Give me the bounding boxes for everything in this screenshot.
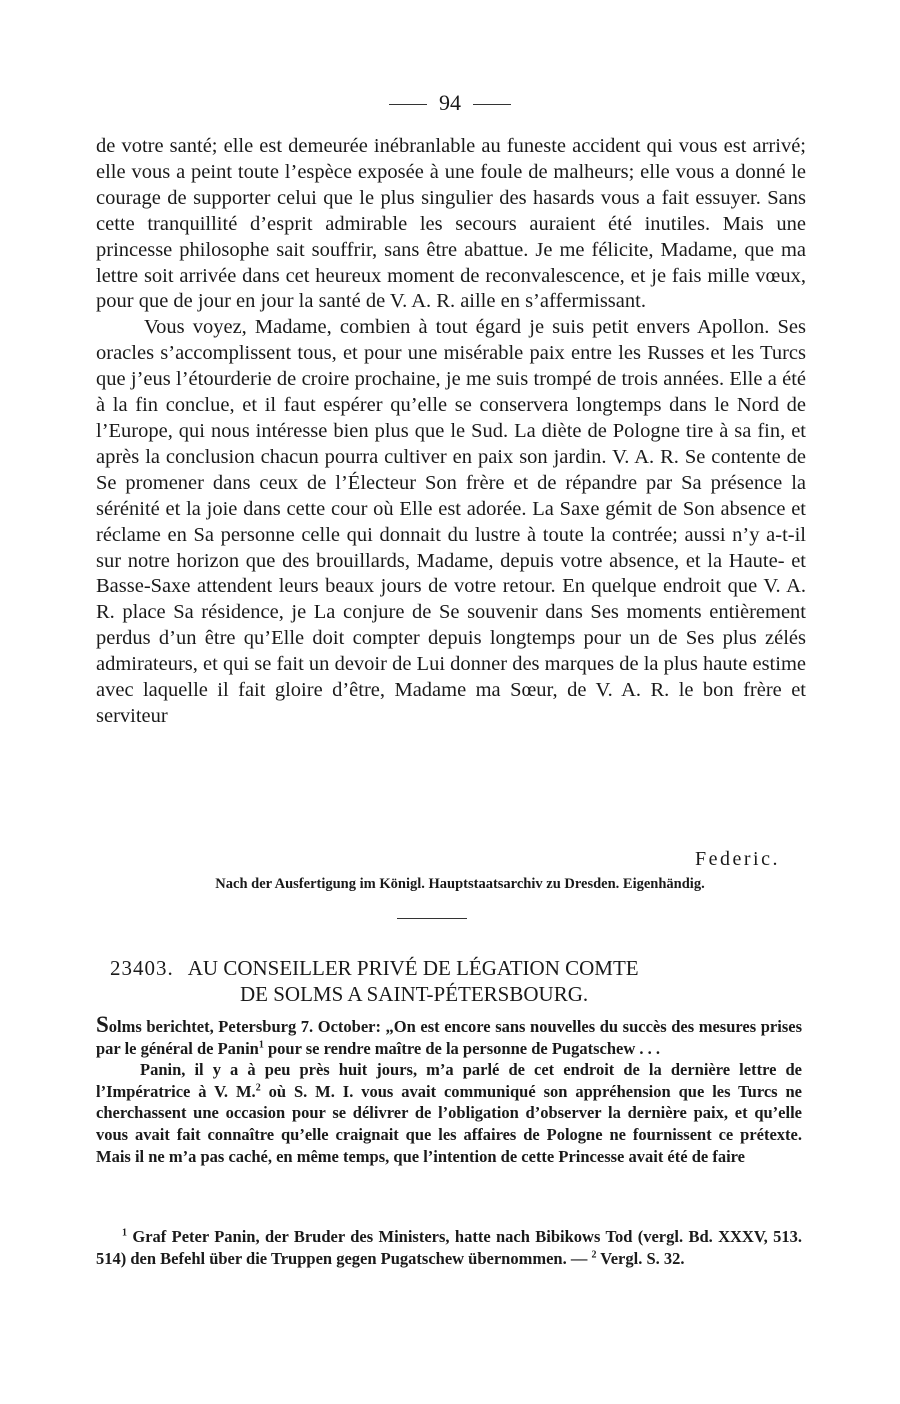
summary-text: Panin, il y a à peu près huit jours, m’a parlé de cet endroit de la dernière lettre de l’Impératrice à V. M. <box>96 1060 802 1101</box>
summary-text: où S. M. I. vous avait communiqué son appréhension que les Turcs ne cherchassent une occasion pour se délivrer de l’obligation d’observer la dernière paix, et qu’elle vous avait fait connaître qu’elle craignait que les affaires de Pologne ne fournissent ce prétexte. Mais il ne m’a pas caché, en même temps, que l’intention de cette Princesse avait été de faire <box>96 1081 802 1166</box>
footnote-ref[interactable]: 2 <box>255 1082 261 1094</box>
summary-paragraph <box>96 1014 802 1059</box>
summary-text: pour se rendre maître de la personne de Pugatschew . . . <box>263 1038 660 1058</box>
footnotes <box>96 1226 802 1270</box>
initial-letter: S <box>96 1012 109 1037</box>
signature: Federic. <box>695 848 780 870</box>
footnote-body: Vergl. S. 32. <box>596 1249 685 1268</box>
summary-paragraph <box>96 1059 802 1167</box>
section-divider <box>397 918 467 919</box>
right-dash <box>473 104 511 105</box>
section-title-line2: DE SOLMS A SAINT-PÉTERSBOURG. <box>240 982 589 1006</box>
footnote-text <box>96 1226 802 1270</box>
footnote-ref[interactable]: 1 <box>258 1039 264 1051</box>
summary-text: olms berichtet, Petersburg 7. October: „On est encore sans nouvelles du succès des mesures prises par le général de Panin <box>96 1017 802 1058</box>
source-note: Nach der Ausfertigung im Königl. Hauptstaatsarchiv zu Dresden. Eigenhändig. <box>215 876 705 892</box>
footnote-mark: 1 <box>122 1227 127 1239</box>
report-summary <box>96 1014 802 1167</box>
section-heading <box>110 955 800 1007</box>
page-number-header <box>0 88 900 118</box>
section-title-line1: AU CONSEILLER PRIVÉ DE LÉGATION COMTE <box>187 956 639 980</box>
letter-paragraph: Vous voyez, Madame, combien à tout égard je suis petit envers Apollon. Ses oracles s’accomplissent tous, et pour une misérable paix entre les Russes et les Turcs que j’eus l’étourderie de croire prochaine, je me suis trompé de trois années. Elle a été à la fin conclue, et il faut espérer qu’elle se conservera longtemps dans le Nord de l’Europe, qui nous intéresse bien plus que le Sud. La diète de Pologne tire à sa fin, et après la conclusion chacun pourra cultiver en paix son jardin. V. A. R. Se contente de Se promener dans ceux de l’Électeur Son frère et de répandre par Sa présence la sérénité et la joie dans cette cour où Elle est adorée. La Saxe gémit de Son absence et réclame en Sa personne celle qui donnait du lustre à toute la contrée; aussi n’y a-t-il sur notre horizon que des brouillards, Madame, depuis votre absence, et la Haute- et Basse-Saxe attendent leurs beaux jours de votre retour. En quelque endroit que V. A. R. place Sa résidence, je La conjure de Se souvenir dans Ses moments entièrement perdus d’un être qu’Elle doit compter depuis longtemps pour un de Ses plus zélés admirateurs, et qui se fait un devoir de Lui donner des marques de la plus haute estime avec laquelle il fait gloire d’être, Madame ma Sœur, de V. A. R. le bon frère et serviteur <box>96 316 806 727</box>
section-number: 23403. <box>110 956 174 980</box>
page-number: 94 <box>439 90 461 115</box>
footnote-mark: 2 <box>591 1249 597 1261</box>
left-dash <box>389 104 427 105</box>
letter-paragraph: de votre santé; elle est demeurée inébranlable au funeste accident qui vous est arrivé; elle vous a peint toute l’espèce exposée à une foule de malheurs; elle vous a donné le courage de supporter celui que le plus singulier des hasards vous a fait essuyer. Sans cette tranquillité d’esprit admirable les secours auraient été inutiles. Mais une princesse philosophe sait souffrir, sans être abattue. Je me félicite, Madame, que ma lettre soit arrivée dans cet heureux moment de reconvalescence, et je fais mille vœux, pour que de jour en jour la santé de V. A. R. aille en s’affermissant. <box>96 135 806 313</box>
footnote-body: Graf Peter Panin, der Bruder des Ministers, hatte nach Bibikows Tod (vergl. Bd. XXXV, 513. 514) den Befehl über die Truppen gegen Pugatschew übernommen. — <box>96 1227 802 1268</box>
letter-body <box>96 134 806 730</box>
